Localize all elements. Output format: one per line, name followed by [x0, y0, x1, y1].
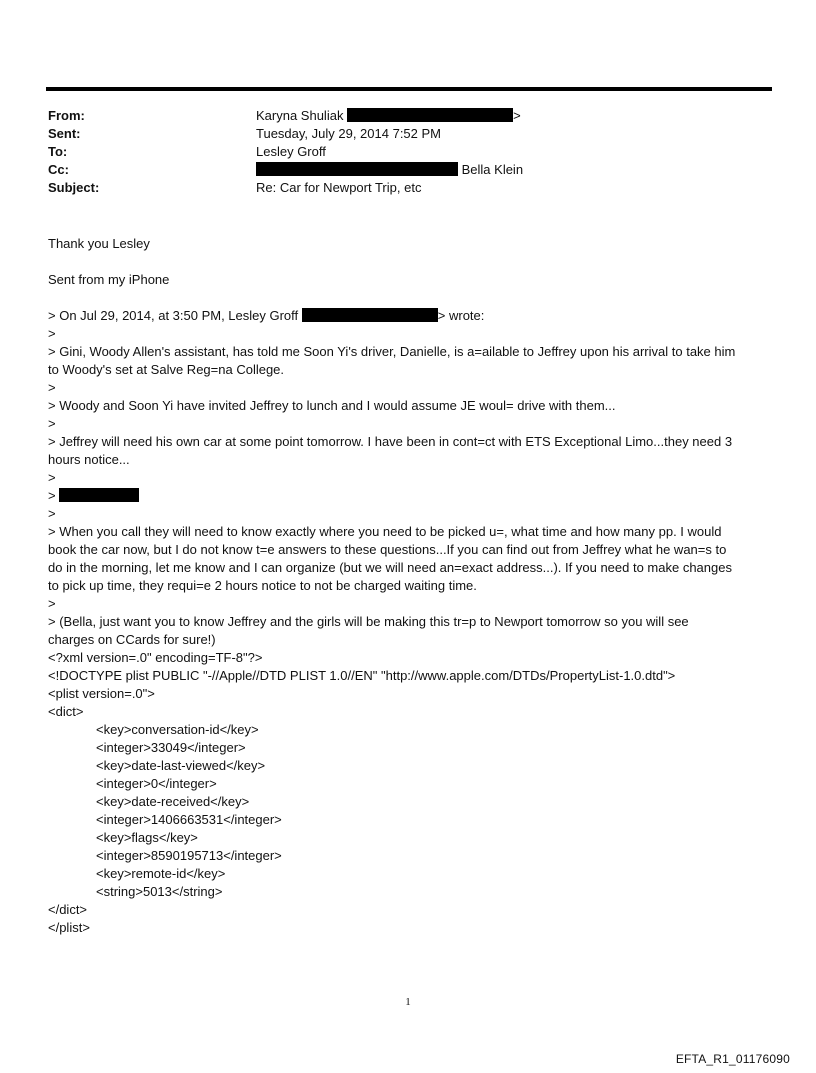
quote-marker: > — [48, 488, 56, 503]
plist-entry: <integer>1406663531</integer> — [96, 812, 282, 827]
to-label: To: — [48, 144, 68, 159]
from-label: From: — [48, 108, 85, 123]
quote-redacted-line — [48, 487, 768, 505]
plist-doctype: <!DOCTYPE plist PUBLIC "-//Apple//DTD PLIST 1.0//EN" "http://www.apple.com/DTDs/PropertyList-1.0.dtd"> — [48, 668, 676, 683]
plist-entry: <string>5013</string> — [96, 884, 223, 899]
subject-value: Re: Car for Newport Trip, etc — [256, 180, 422, 195]
to-value: Lesley Groff — [256, 144, 326, 159]
cc-name: Bella Klein — [461, 162, 524, 177]
from-name: Karyna Shuliak — [256, 108, 344, 123]
from-suffix: > — [513, 108, 521, 123]
quote-marker: > — [48, 506, 56, 521]
quote-marker: > — [48, 380, 56, 395]
sent-label: Sent: — [48, 126, 81, 141]
quote-line: > When you call they will need to know exactly where you need to be picked u=, what time and how many pp. I would — [48, 524, 722, 539]
plist-dict-close: </dict> — [48, 902, 88, 917]
quote-intro-b: > wrote: — [437, 308, 485, 323]
from-value — [256, 108, 521, 123]
sent-value: Tuesday, July 29, 2014 7:52 PM — [256, 126, 441, 141]
quote-intro-a: > On Jul 29, 2014, at 3:50 PM, Lesley Groff — [48, 308, 299, 323]
quote-line: > Woody and Soon Yi have invited Jeffrey to lunch and I would assume JE woul= drive with them... — [48, 398, 616, 413]
quote-line: book the car now, but I do not know t=e answers to these questions...If you can find out from Jeffrey what he wan=s to — [48, 542, 727, 557]
quote-marker: > — [48, 470, 56, 485]
signature-line: Sent from my iPhone — [48, 272, 170, 287]
subject-label: Subject: — [48, 180, 100, 195]
quote-line: to pick up time, they requi=e 2 hours notice to not be charged waiting time. — [48, 578, 477, 593]
quote-intro — [48, 307, 768, 325]
quote-line: do in the morning, let me know and I can organize (but we will need an=exact address...). If you need to make changes — [48, 560, 732, 575]
plist-entry: <key>date-received</key> — [96, 794, 250, 809]
plist-entry: <integer>33049</integer> — [96, 740, 246, 755]
quote-marker: > — [48, 326, 56, 341]
redaction-block — [302, 308, 438, 322]
plist-open: <plist version=.0"> — [48, 686, 155, 701]
plist-entry: <key>date-last-viewed</key> — [96, 758, 266, 773]
redaction-block — [256, 162, 458, 176]
plist-entry: <key>remote-id</key> — [96, 866, 226, 881]
document-id-stamp: EFTA_R1_01176090 — [675, 1052, 790, 1066]
quote-line: hours notice... — [48, 452, 130, 467]
plist-dict-open: <dict> — [48, 704, 84, 719]
redaction-block — [347, 108, 513, 122]
email-body — [48, 235, 768, 937]
quote-marker: > — [48, 416, 56, 431]
plist-entry: <key>flags</key> — [96, 830, 198, 845]
cc-label: Cc: — [48, 162, 69, 177]
plist-close: </plist> — [48, 920, 90, 935]
plist-xml-decl: <?xml version=.0" encoding=TF-8"?> — [48, 650, 263, 665]
thanks-line: Thank you Lesley — [48, 236, 150, 251]
plist-entry: <integer>0</integer> — [96, 776, 217, 791]
quote-line: > (Bella, just want you to know Jeffrey and the girls will be making this tr=p to Newport tomorrow so you will see — [48, 614, 689, 629]
quote-line: to Woody's set at Salve Reg=na College. — [48, 362, 285, 377]
page-number: 1 — [405, 996, 411, 1008]
header-rule — [46, 87, 772, 91]
quote-line: > Gini, Woody Allen's assistant, has told me Soon Yi's driver, Danielle, is a=ailable to Jeffrey upon his arrival to take him — [48, 344, 736, 359]
quote-line: > Jeffrey will need his own car at some point tomorrow. I have been in cont=ct with ETS Exceptional Limo...they need 3 — [48, 434, 733, 449]
plist-entry: <key>conversation-id</key> — [96, 722, 259, 737]
quote-marker: > — [48, 596, 56, 611]
plist-entry: <integer>8590195713</integer> — [96, 848, 282, 863]
redaction-block — [59, 488, 139, 502]
cc-value — [256, 162, 523, 177]
quote-line: charges on CCards for sure!) — [48, 632, 216, 647]
